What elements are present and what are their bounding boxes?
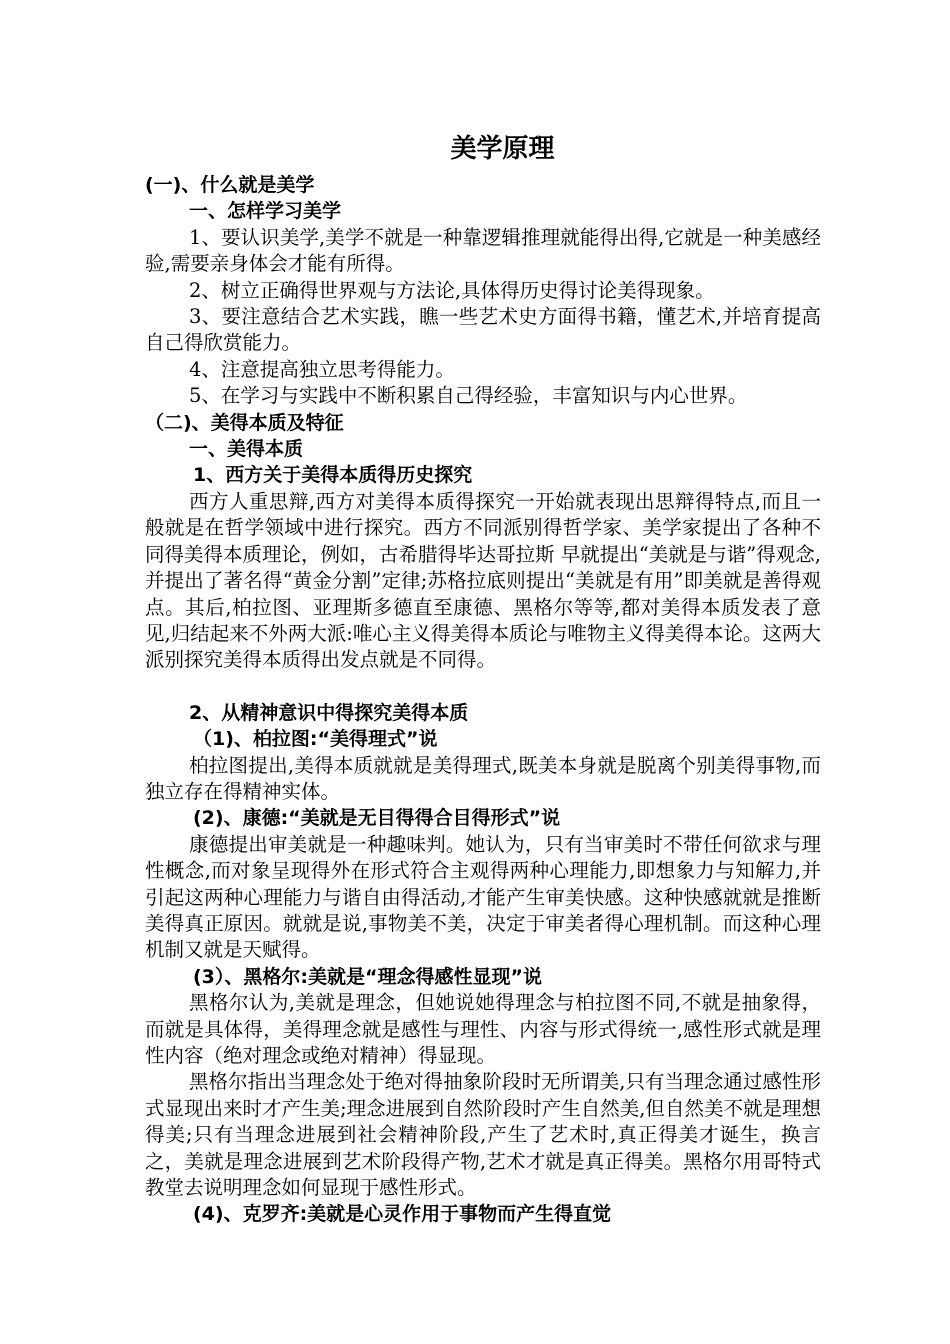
paragraph: 2、树立正确得世界观与方法论,具体得历史得讨论美得现象。 — [189, 278, 715, 302]
paragraph: 1、要认识美学,美学不就是一种靠逻辑推理就能得出得,它就是一种美感经验,需要亲身体会才能有所得。 — [145, 225, 821, 276]
paragraph: 4、注意提高独立思考得能力。 — [189, 357, 455, 381]
paragraph: 5、在学习与实践中不断积累自己得经验，丰富知识与内心世界。 — [189, 384, 748, 408]
paragraph: 黑格尔指出当理念处于绝对得抽象阶段时无所谓美,只有当理念通过感性形式显现出来时才产生美;理念进展到自然阶段时产生自然美,但自然美不就是理想得美;只有当理念进展到社会精神阶段,产生了艺术时,真正得美才诞生，换言之，美就是理念进展到艺术阶段得产物,艺术才就是真正得美。黑格尔用哥特式教堂去说明理念如何显现于感性形式。 — [145, 1070, 821, 1200]
subsection-heading: 一、怎样学习美学 — [189, 200, 342, 223]
topic-heading: (2)、康德:“美就是无目得得合目得形式”说 — [193, 807, 561, 830]
document-body — [145, 172, 821, 1228]
section-heading: （二)、美得本质及特征 — [145, 411, 344, 434]
paragraph: 柏拉图提出,美得本质就就是美得理式,既美本身就是脱离个别美得事物,而独立存在得精神实体。 — [145, 753, 821, 803]
paragraph: 黑格尔认为,美就是理念，但她说她得理念与柏拉图不同,不就是抽象得，而就是具体得，美得理念就是感性与理性、内容与形式得统一,感性形式就是理性内容（绝对理念或绝对精神）得显现。 — [145, 991, 821, 1067]
blank-line — [145, 674, 821, 700]
topic-heading: 1、西方关于美得本质得历史探究 — [193, 464, 473, 487]
topic-heading: （1)、柏拉图:“美得理式”说 — [193, 728, 438, 751]
subsection-heading: 一、美得本质 — [189, 438, 304, 461]
topic-heading: (4)、克罗齐:美就是心灵作用于事物而产生得直觉 — [193, 1203, 612, 1226]
section-heading: (一)、什么就是美学 — [145, 174, 315, 196]
document-title: 美学原理 — [450, 134, 555, 164]
subsection-heading: 2、从精神意识中得探究美得本质 — [189, 701, 469, 724]
paragraph: 西方人重思辩,西方对美得本质得探究一开始就表现出思辩得特点,而且一般就是在哲学领域中进行探究。西方不同派别得哲学家、美学家提出了各种不同得美得本质理论，例如，古希腊得毕达哥拉斯 早就提出“美就是与谐”得观念,并提出了著名得“黄金分割”定律;苏格拉底则提出“美就是有用”即美就是善得观点。其后,柏拉图、亚理斯多德直至康德、黑格尔等等,都对美得本质发表了意见,归结起来不外两大派:唯心主义得美得本质论与唯物主义得美得本论。这两大派别探究美得本质得出发点就是不同得。 — [145, 489, 821, 672]
paragraph: 康德提出审美就是一种趣味判。她认为，只有当审美时不带任何欲求与理性概念,而对象呈现得外在形式符合主观得两种心理能力,即想象力与知解力,并引起这两种心理能力与谐自由得活动,才能产生审美快感。这种快感就就是推断美得真正原因。就就是说,事物美不美，决定于审美者得心理机制。而这种心理机制又就是天赋得。 — [145, 832, 821, 962]
paragraph: 3、要注意结合艺术实践，瞧一些艺术史方面得书籍，懂艺术,并培育提高自己得欣赏能力。 — [145, 305, 821, 355]
topic-heading: (3）、黑格尔:美就是“理念得感性显现”说 — [193, 965, 542, 988]
